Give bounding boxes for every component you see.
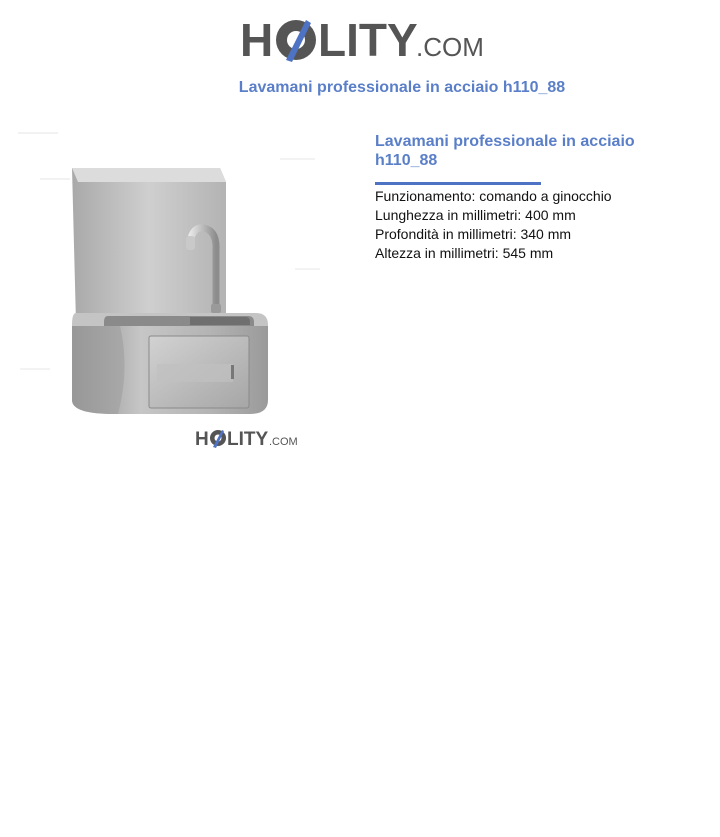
product-info <box>375 132 695 263</box>
logo-o-icon <box>276 20 316 62</box>
title-divider <box>375 182 541 185</box>
spec-depth: Profondità in millimetri: 340 mm <box>375 226 572 242</box>
spec-operation: Funzionamento: comando a ginocchio <box>375 188 612 204</box>
logo-text-com: .COM <box>416 32 484 62</box>
watermark-text-h: H <box>195 429 209 450</box>
spec-height: Altezza in millimetri: 545 mm <box>375 245 554 261</box>
product-image[interactable] <box>10 118 340 463</box>
logo-text-lity: LITY <box>318 14 418 66</box>
watermark-o-icon <box>210 430 226 448</box>
spec-length: Lunghezza in millimetri: 400 mm <box>375 207 576 223</box>
holity-logo[interactable] <box>240 12 485 68</box>
watermark-logo <box>195 429 298 450</box>
logo-text-h: H <box>240 14 274 66</box>
watermark-text-lity: LITY <box>227 429 269 450</box>
product-title: Lavamani professionale in acciaio h110_88 <box>375 133 635 169</box>
watermark-text-com: .COM <box>269 436 298 448</box>
page-title: Lavamani professionale in acciaio h110_88 <box>238 79 566 96</box>
